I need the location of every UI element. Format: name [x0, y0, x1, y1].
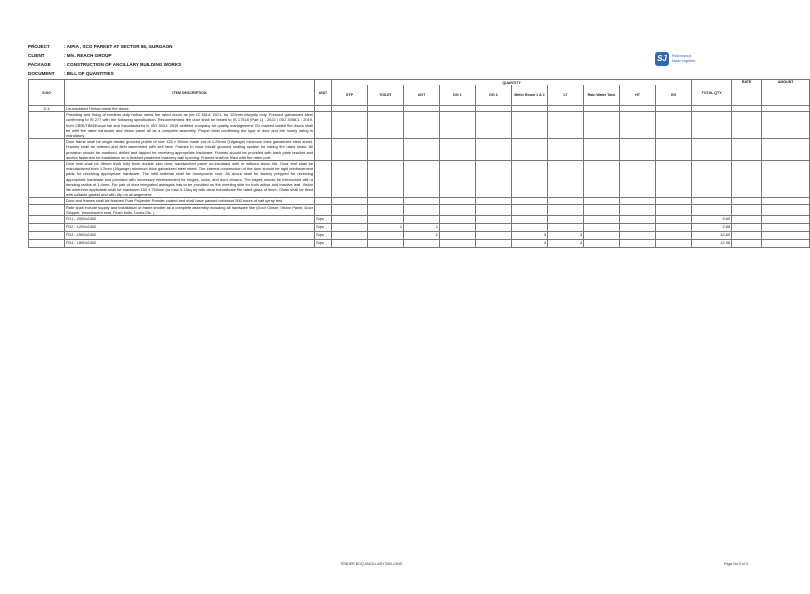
qty-stp [332, 232, 368, 240]
desc-title: Un-insulated Hollow metal fire doors: [65, 106, 315, 112]
qty-dg1 [440, 216, 476, 224]
total-qty: 2.88 [692, 224, 732, 232]
col-ht: HT [620, 85, 656, 106]
total-qty: 12.96 [692, 240, 732, 248]
header-key: DOCUMENT [28, 71, 55, 76]
col-sno: S.NO [29, 80, 65, 106]
header-key: PROJECT [28, 44, 50, 49]
header-row-project [28, 42, 181, 51]
qty-ht [620, 216, 656, 224]
header-value: : M/s. REACH GROUP [64, 53, 112, 58]
desc-finish: Door and frames shall be finished Pure Polyester Powder coated and shall have passed minimum 500 hours of salt spray test. [65, 198, 315, 204]
header-row-document [28, 69, 181, 78]
item-desc: FD4 - 1800x2400 [65, 240, 315, 248]
col-rain-water-tank: Rain Water Tank [584, 85, 620, 106]
qty-ht [620, 224, 656, 232]
header-row-package [28, 60, 181, 69]
boq-table [28, 79, 810, 248]
desc-frame: Door frame shall be single rebate grooved profile of size 125 x 55mm made out of 1.25mm (18gauge) minimum thick galvanized steel sheet. Frames shall be mitered and field assembled with self tabs. Frames to have inbuilt grooved sealing system for taking fire rated seals. All provision should be mortised, drilled and tapped for receiving appropriate hardware. Frames should be provided with back plate bracket and anchor fasteners for installation on a finished plastered masonry wall opening. Frames shall be filled with fire rated putt. [66, 139, 313, 160]
qty-stp [332, 224, 368, 232]
qty-meter-room [512, 216, 548, 224]
logo-mark-icon: SJ [655, 52, 669, 66]
footer-document-name: TENDER BOQ ANCILLARY BUILDING [340, 562, 403, 566]
qty-ugt: 2 [404, 232, 440, 240]
footer-page-number: Page No 3 of 3 [724, 562, 748, 566]
qty-ht [620, 232, 656, 240]
qty-dg2 [476, 224, 512, 232]
header-key: CLIENT [28, 53, 45, 58]
logo-tagline-line1: Real impact. [672, 54, 692, 59]
qty-dg2 [476, 240, 512, 248]
item-unit: Sqm [315, 240, 332, 248]
col-dg2: DG 2 [476, 85, 512, 106]
qty-rain-water-tank [584, 240, 620, 248]
qty-stp [332, 240, 368, 248]
qty-dg1 [440, 224, 476, 232]
header-row-client [28, 51, 181, 60]
table-row-fd4 [29, 240, 810, 248]
header-key: PACKAGE [28, 62, 51, 67]
table-row-desc-rate [29, 204, 810, 215]
col-toilet: TOILET [368, 85, 404, 106]
qty-dg1 [440, 240, 476, 248]
item-unit: Sqm [315, 216, 332, 224]
header-value: : CONSTRUCTION OF ANCILLARY BUILDING WORKS [64, 62, 182, 67]
company-logo [655, 52, 696, 66]
table-row-fd3 [29, 232, 810, 240]
col-ugt: UGT [404, 85, 440, 106]
qty-rain-water-tank [584, 224, 620, 232]
item-desc: FD2 - 1200x2400 [65, 224, 315, 232]
document-header [28, 42, 181, 78]
qty-gg [656, 240, 692, 248]
qty-ugt [404, 240, 440, 248]
qty-lt [548, 216, 584, 224]
item-desc: FD1 - 2000x2400 [65, 216, 315, 224]
qty-gg [656, 224, 692, 232]
item-desc: FD3 - 1500x2400 [65, 232, 315, 240]
qty-meter-room: 3 [512, 232, 548, 240]
qty-rain-water-tank [584, 216, 620, 224]
desc-rate: Rate shall include supply and installation of frame,shutter as a complete assembly including all hardware like (Door Closer, Vision Panel, Door Stopper, Intumescent seal, Flush bolts, Locks Etc. ) [66, 204, 313, 215]
qty-lt [548, 224, 584, 232]
total-qty: 9.60 [692, 216, 732, 224]
qty-stp [332, 216, 368, 224]
col-total: TOTAL QTY [692, 80, 732, 106]
qty-lt: 3 [548, 232, 584, 240]
qty-dg1 [440, 232, 476, 240]
table-row-fd2 [29, 224, 810, 232]
table-row-fd1 [29, 216, 810, 224]
total-qty: 10.80 [692, 232, 732, 240]
table-row-desc-leaf [29, 161, 810, 198]
qty-ht [620, 240, 656, 248]
col-quantity-group: QUANTITY [332, 80, 692, 86]
qty-lt: 4 [548, 240, 584, 248]
qty-dg2 [476, 216, 512, 224]
col-lt: LT [548, 85, 584, 106]
qty-rain-water-tank [584, 232, 620, 240]
col-meter-room: Meter Room 1 & 2 [512, 85, 548, 106]
qty-meter-room [512, 224, 548, 232]
desc-leaf: Door leaf shall be 46mm thick fully flush double skin door, sandwiched panel un-insulated with or without vision lite. Door leaf shall be manufactured from 1.2mm (18gauge) minimum thick galvanized steel sheet. The internal construction of the door should be rigid reinforcement pads for receiving appropriate hardware. The infill material shall be honeycomb core. All doors shall be factory prepped for receiving appropriate hardware and provided with necessary reinforcement for hinges, locks, and door closers. The edges should be interlocked with a bending radius of 1.4mm. For pair of door integrated astragals has to be provided on the meeting stile for both active and inactive leaf. Vision lite wherever applicable shall be maximum 150 x 750mm (or max 0.13sq.m) with clear borosilicate fire rated glass of 6mm. Glass shall be fixed with suitable gasket and with clip on arrangement. [66, 161, 313, 198]
col-dg1: DG 1 [440, 85, 476, 106]
qty-ugt: 1 [404, 224, 440, 232]
qty-meter-room: 4 [512, 240, 548, 248]
logo-tagline [672, 54, 696, 63]
table-row-desc-general [29, 112, 810, 139]
header-value: : AIPIA , SCO PARKET AT SECTOR 66, GURGAON [64, 44, 173, 49]
col-amount: AMOUNT [762, 80, 810, 106]
qty-gg [656, 232, 692, 240]
desc-general: Providing and fixing of medium duty hollow metal fire rated doors as per IS 3614: 2021, for 120min integrity only. Pressed galvanized steel confirming to IS 277 with the following specification. Recommended fire door shall be tested to IS 17518 (Part 1) : 2022 / ISO 3008-1 : 2019. from CBRI/TBM/Exova lab and manufactured in ISO 9001: 2015 certified company for quality management. ISI marked labled fire doors shall be with fire rated hardware and vision panel all as a complete assembly. Proper label confirming the type of door and the hourly rating is mandatory. [66, 112, 313, 139]
qty-toilet [368, 240, 404, 248]
qty-gg [656, 216, 692, 224]
col-rate: RATE [732, 80, 762, 106]
col-description: ITEM DESCRIPTION [65, 80, 315, 106]
qty-toilet [368, 216, 404, 224]
qty-ugt [404, 216, 440, 224]
item-number: D.4 [29, 106, 65, 112]
header-value: : BILL OF QUANTITIES [64, 71, 114, 76]
item-unit: Sqm [315, 224, 332, 232]
col-gg: GG [656, 85, 692, 106]
qty-toilet: 1 [368, 224, 404, 232]
qty-toilet [368, 232, 404, 240]
col-stp: STP [332, 85, 368, 106]
item-unit: Sqm [315, 232, 332, 240]
col-unit: UNIT [315, 80, 332, 106]
table-row-desc-frame [29, 139, 810, 161]
qty-dg2 [476, 232, 512, 240]
logo-tagline-line2: Made together. [672, 59, 696, 63]
